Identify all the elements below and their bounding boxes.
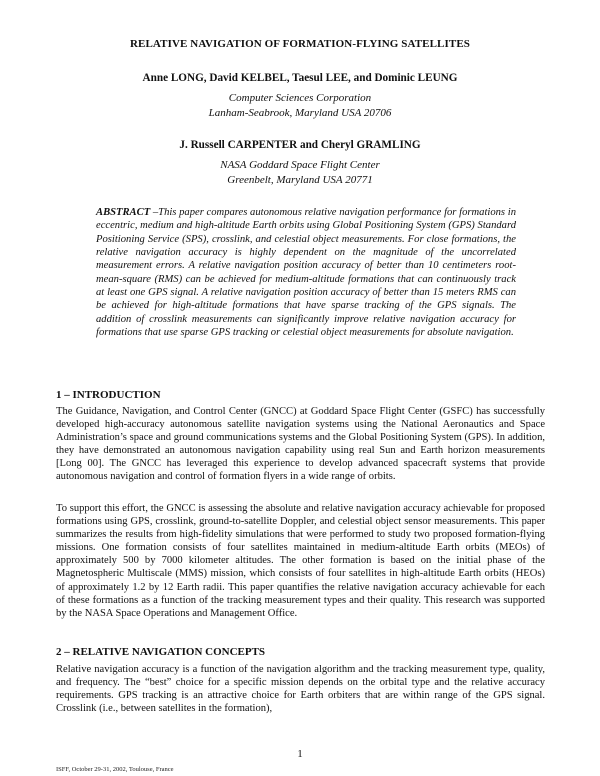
affiliation-org-1: Computer Sciences Corporation: [228, 92, 372, 104]
affiliation-location-1: Lanham-Seabrook, Maryland USA 20706: [208, 107, 392, 119]
concepts-paragraph-1: Relative navigation accuracy is a function of the navigation algorithm and the tracking measurement type, quality, and frequency. The “best” choice for a specific mission depends on the orbital type and the relative accuracy requirements. GPS tracking is an attractive choice for Earth orbiters that are within range of the GPS signal. Crosslink (i.e., between satellites in the formation),: [56, 664, 545, 715]
abstract: [96, 206, 516, 339]
author-names-1: Anne LONG, David KELBEL, Taesul LEE, and Dominic LEUNG: [142, 72, 458, 84]
author-names-2: J. Russell CARPENTER and Cheryl GRAMLING: [179, 139, 421, 151]
affiliation-location-2: Greenbelt, Maryland USA 20771: [227, 174, 373, 186]
intro-paragraph-1: The Guidance, Navigation, and Control Center (GNCC) at Goddard Space Flight Center (GSFC) has successfully developed high-accuracy autonomous satellite navigation systems using the National Aeronautics and Space Administration’s space and ground communications systems and the Global Positioning System (GPS). In addition, they have demonstrated an autonomous navigation capability using real Sun and Earth horizon measurements [Long 00]. The GNCC has leveraged this experience to develop advanced spacecraft systems that provide autonomous navigation and control of formation flyers in a wide range of orbits.: [56, 406, 545, 483]
page-number: 1: [297, 748, 303, 760]
intro-paragraph-2: To support this effort, the GNCC is assessing the absolute and relative navigation accuracy achievable for proposed formations using GPS, crosslink, ground-to-satellite Doppler, and celestial object sensor measurements. This paper summarizes the results from high-fidelity simulations that were performed to study two proposed formation-flying missions. One formation consists of four satellites maintained in medium-altitude Earth orbits (MEOs) of approximately 500 by 7000 kilometer altitudes. The other formation is based on the initial phase of the Magnetospheric Multiscale (MMS) mission, which consists of four satellites in high-altitude Earth orbits (HEOs) of approximately 1.2 by 12 Earth radii. This paper quantifies the relative navigation accuracy achievable for each of these formations as a function of the tracking measurement types and their quality. This research was supported by the NASA Space Operations and Management Office.: [56, 503, 545, 619]
affiliation-org-2: NASA Goddard Space Flight Center: [220, 159, 380, 171]
section-heading-introduction: 1 – INTRODUCTION: [56, 389, 161, 401]
abstract-label: ABSTRACT: [96, 207, 151, 218]
footer-conference: ISFF, October 29-31, 2002, Toulouse, France: [56, 766, 174, 773]
abstract-text: –This paper compares autonomous relative navigation performance for formations in eccentric, medium and high-altitude Earth orbits using Global Positioning System (GPS) Standard Positioning Service (SPS), crosslink, and celestial object measurements. For close formations, the relative navigation accuracy is highly dependent on the magnitude of the uncorrelated measurement errors. A relative navigation position accuracy of better than 10 centimeters root-mean-square (RMS) can be achieved for medium-altitude formations that can continuously track at least one GPS signal. A relative navigation position accuracy of better than 15 meters RMS can be achieved for high-altitude formations that have sparse tracking of the GPS signals. The addition of crosslink measurements can significantly improve relative navigation accuracy for formations that use sparse GPS tracking or celestial object measurements for absolute navigation.: [96, 207, 516, 339]
section-heading-concepts: 2 – RELATIVE NAVIGATION CONCEPTS: [56, 646, 266, 658]
paper-title: RELATIVE NAVIGATION OF FORMATION-FLYING SATELLITES: [130, 38, 470, 50]
